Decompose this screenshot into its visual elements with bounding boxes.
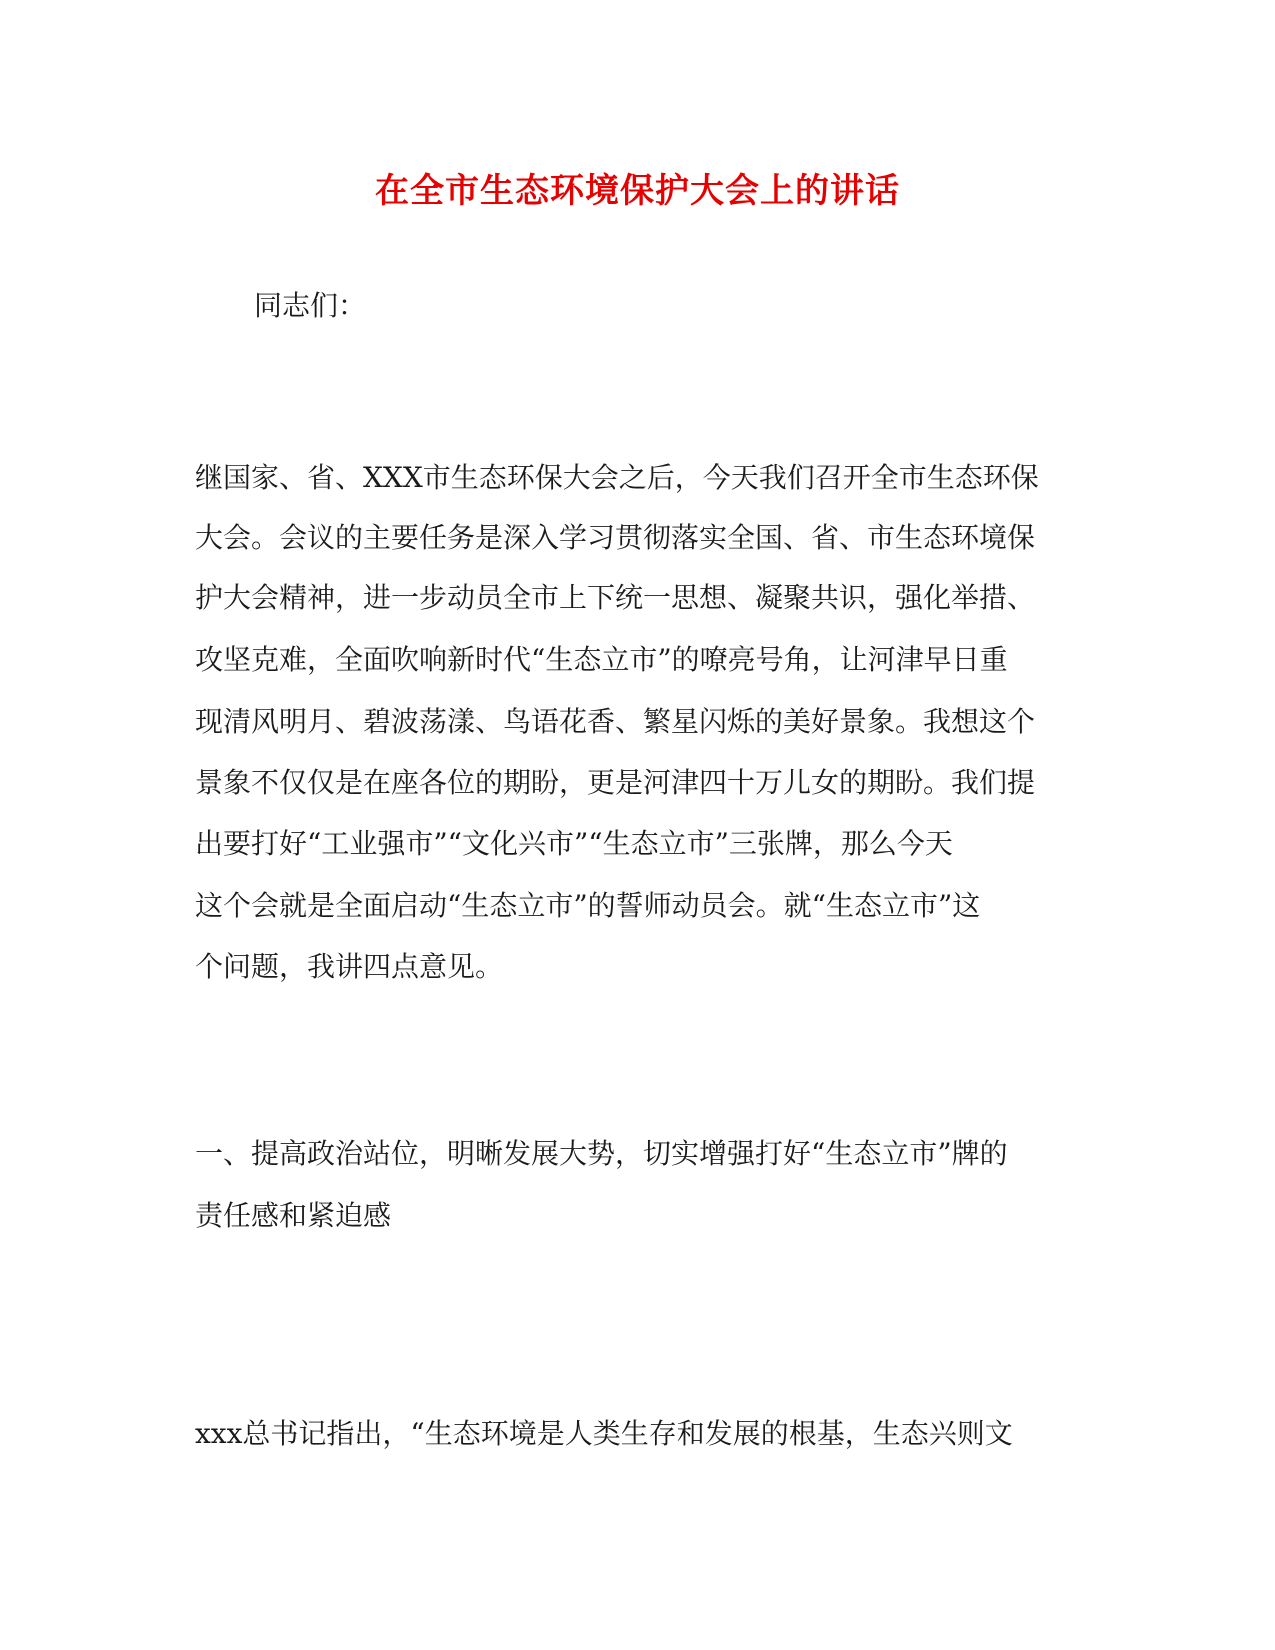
paragraph-1-line-5: 现清风明月、碧波荡漾、鸟语花香、繁星闪烁的美好景象。我想这个 xyxy=(195,705,1036,738)
paragraph-1-line-2: 大会。会议的主要任务是深入学习贯彻落实全国、省、市生态环境保 xyxy=(195,521,1036,554)
paragraph-1-line-3: 护大会精神，进一步动员全市上下统一思想、凝聚共识，强化举措、 xyxy=(195,581,1036,614)
heading-1-line-1: 一、提高政治站位，明晰发展大势，切实增强打好“生态立市”牌的 xyxy=(195,1137,1008,1170)
paragraph-1-line-1: 继国家、省、XXX市生态环保大会之后，今天我们召开全市生态环保 xyxy=(195,461,1039,494)
paragraph-1-line-6: 景象不仅仅是在座各位的期盼，更是河津四十万儿女的期盼。我们提 xyxy=(195,766,1036,799)
heading-1-line-2: 责任感和紧迫感 xyxy=(195,1199,392,1232)
salutation: 同志们： xyxy=(254,289,367,322)
document-title: 在全市生态环境保护大会上的讲话 xyxy=(375,171,900,211)
paragraph-1-line-8: 这个会就是全面启动“生态立市”的誓师动员会。就“生态立市”这 xyxy=(195,889,981,922)
paragraph-2-line-1: xxx总书记指出，“生态环境是人类生存和发展的根基，生态兴则文 xyxy=(195,1417,1013,1450)
paragraph-1-line-9: 个问题，我讲四点意见。 xyxy=(195,950,504,983)
paragraph-1-line-7: 出要打好“工业强市”“文化兴市”“生态立市”三张牌，那么今天 xyxy=(195,827,953,860)
paragraph-1-line-4: 攻坚克难，全面吹响新时代“生态立市”的嘹亮号角，让河津早日重 xyxy=(195,643,1008,676)
